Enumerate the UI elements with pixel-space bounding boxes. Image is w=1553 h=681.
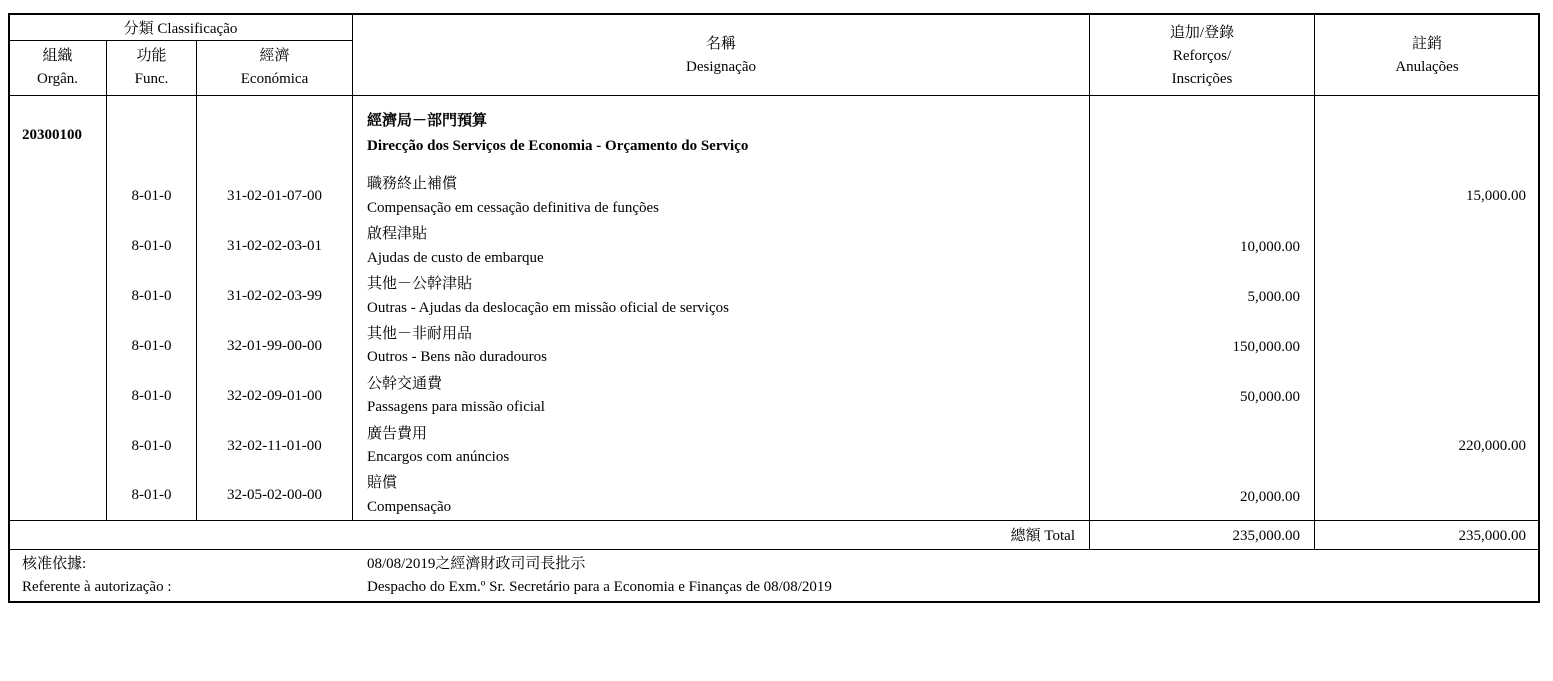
table-row-designation-zh: 啟程津貼 [367,226,428,242]
table-row-reforco: 50,000.00 [1240,389,1300,405]
budget-table-frame [8,13,1540,603]
header-organ-pt: Orgân. [37,71,78,87]
col-divider-econ [352,14,353,521]
table-row-func: 8-01-0 [131,288,172,304]
header-econ-zh: 經濟 [259,48,290,64]
table-row-func: 8-01-0 [131,388,172,404]
header-func-pt: Func. [134,71,169,87]
table-row-designation-zh: 廣告費用 [367,426,428,442]
total-bottom-line [9,549,1539,550]
authorization-text-zh: 08/08/2019之經濟財政司司長批示 [367,556,586,572]
table-row-designation-pt: Ajudas de custo de embarque [367,250,544,266]
table-row-econ: 32-02-11-01-00 [227,438,322,454]
table-row-designation-pt: Outras - Ajudas da deslocação em missão oficial de serviços [367,300,729,316]
table-row-econ: 32-01-99-00-00 [227,338,322,354]
total-top-line [9,520,1539,521]
table-row-designation-pt: Encargos com anúncios [367,449,510,465]
header-func-zh: 功能 [136,48,167,64]
table-row-designation-zh: 職務終止補償 [367,176,458,192]
header-designation-zh: 名稱 [705,36,736,52]
header-reforco-zh: 追加/登錄 [1169,25,1235,41]
table-row-anulacao: 220,000.00 [1458,438,1526,454]
table-row-reforco: 10,000.00 [1240,239,1300,255]
table-row-econ: 31-02-02-03-99 [227,288,322,304]
table-row-func: 8-01-0 [131,438,172,454]
total-anulacao: 235,000.00 [1458,528,1526,544]
table-row-func: 8-01-0 [131,238,172,254]
organ-code: 20300100 [22,127,82,143]
table-row-designation-pt: Passagens para missão oficial [367,399,545,415]
section-title-pt: Direcção dos Serviços de Economia - Orçamento do Serviço [367,138,749,154]
col-divider-reforco [1314,14,1315,549]
section-title-zh: 經濟局－部門預算 [367,113,488,129]
header-classification: 分類 Classificação [123,21,238,37]
authorization-label-pt: Referente à autorização : [22,579,172,595]
header-sub-divider [9,40,352,41]
table-row-designation-zh: 其他－非耐用品 [367,326,473,342]
table-row-reforco: 20,000.00 [1240,489,1300,505]
table-row-func: 8-01-0 [131,487,172,503]
table-row-econ: 31-02-01-07-00 [227,188,322,204]
total-label: 總額 Total [1010,528,1075,544]
header-reforco-pt2: Inscrições [1171,71,1233,87]
header-organ-zh: 組織 [42,48,73,64]
table-row-designation-zh: 其他－公幹津貼 [367,276,473,292]
table-row-designation-pt: Outros - Bens não duradouros [367,349,547,365]
table-row-func: 8-01-0 [131,188,172,204]
table-row-func: 8-01-0 [131,338,172,354]
header-reforco-pt1: Reforços/ [1172,48,1232,64]
header-anulacao-pt: Anulações [1395,59,1459,75]
table-row-designation-zh: 賠償 [367,475,398,491]
authorization-label-zh: 核准依據: [22,556,87,572]
table-row-anulacao: 15,000.00 [1466,188,1526,204]
header-bottom-line [9,95,1539,96]
table-row-econ: 32-05-02-00-00 [227,487,322,503]
header-anulacao-zh: 註銷 [1411,36,1442,52]
table-row-designation-pt: Compensação em cessação definitiva de funções [367,200,659,216]
table-row-econ: 32-02-09-01-00 [227,388,322,404]
table-row-designation-pt: Compensação [367,499,452,515]
table-row-reforco: 150,000.00 [1232,339,1300,355]
total-reforco: 235,000.00 [1232,528,1300,544]
table-row-reforco: 5,000.00 [1247,289,1300,305]
col-divider-designation [1089,14,1090,549]
header-econ-pt: Económica [240,71,309,87]
table-row-econ: 31-02-02-03-01 [227,238,322,254]
table-row-designation-zh: 公幹交通費 [367,376,443,392]
authorization-text-pt: Despacho do Exm.º Sr. Secretário para a Economia e Finanças de 08/08/2019 [367,579,832,595]
header-designation-pt: Designação [686,59,756,75]
